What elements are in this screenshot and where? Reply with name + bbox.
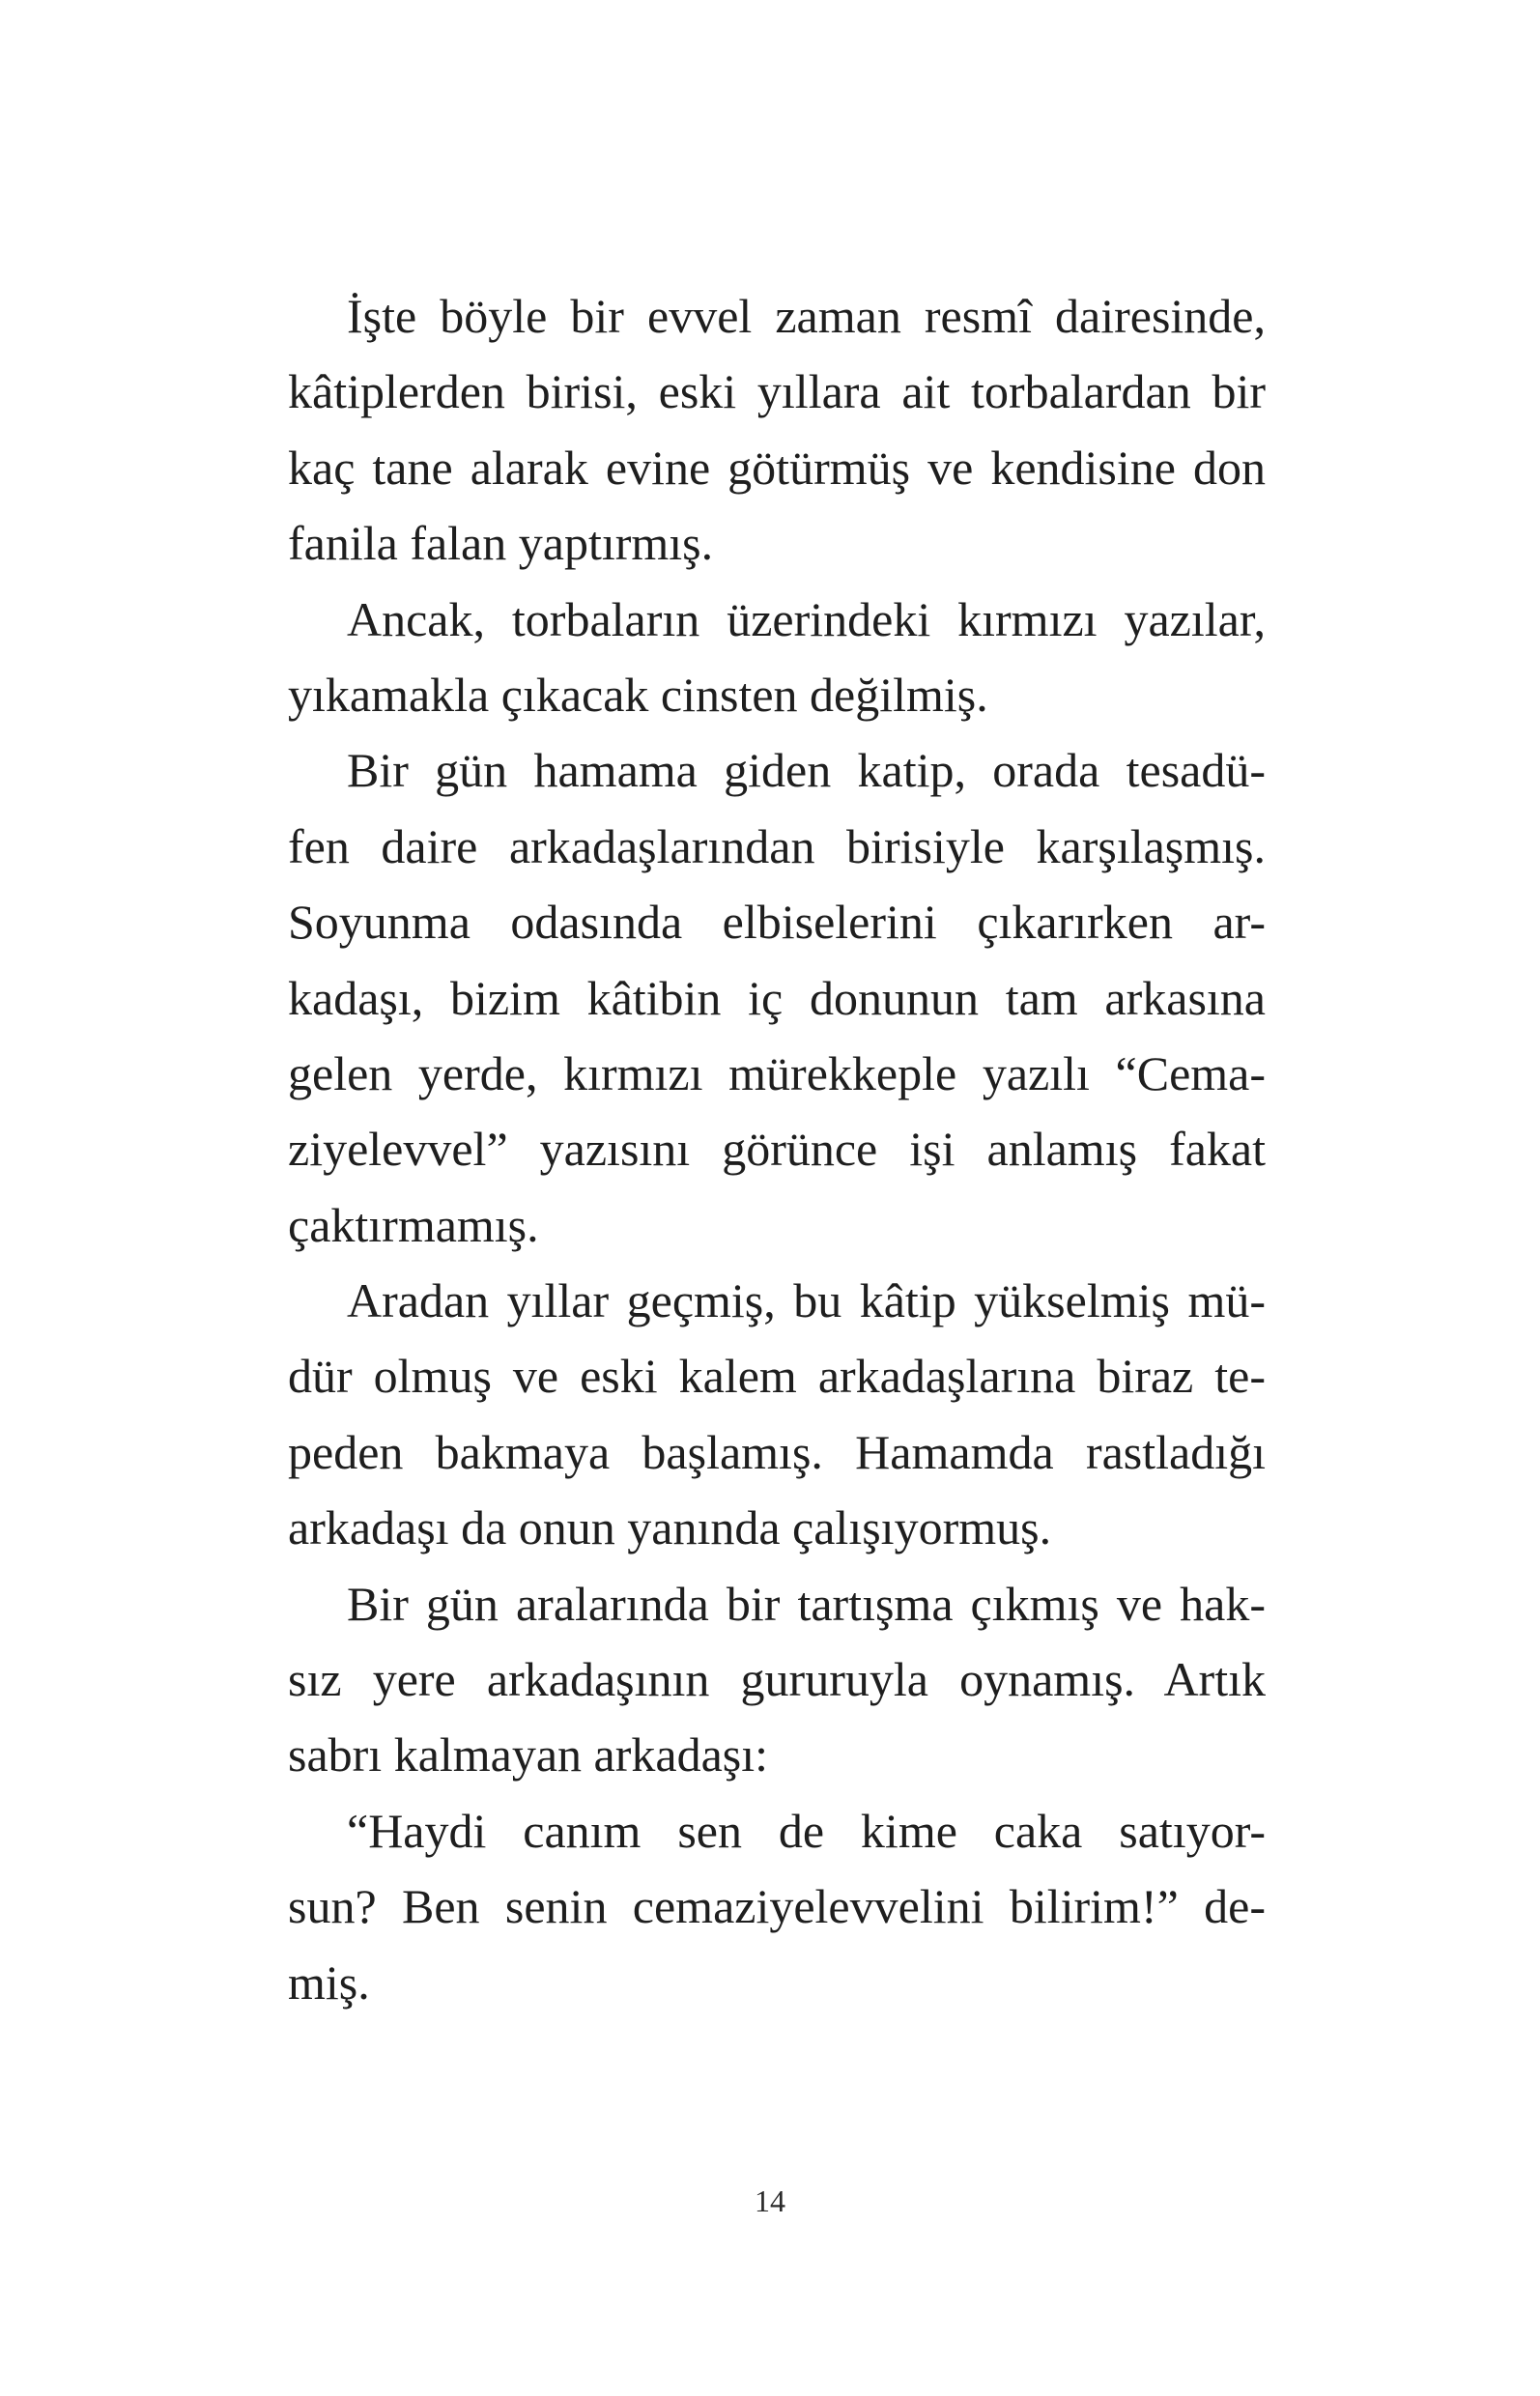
body-text: [288, 278, 1266, 2020]
text-line: fanila falan yaptırmış.: [288, 516, 714, 571]
text-line: çaktırmamış.: [288, 1197, 539, 1252]
text-line: İşte böyle bir evvel zaman resmî dairesinde,: [347, 289, 1266, 343]
text-line: peden bakmaya başlamış. Hamamda rastladığı: [288, 1424, 1266, 1479]
paragraph: [288, 1263, 1266, 1566]
text-line: sun? Ben senin cemaziyelevvelini bilirim!” de-: [288, 1879, 1266, 1934]
text-line: Bir gün aralarında bir tartışma çıkmış ve hak-: [347, 1576, 1266, 1631]
text-line: Soyunma odasında elbiselerini çıkarırken ar-: [288, 895, 1266, 950]
text-line: dür olmuş ve eski kalem arkadaşlarına biraz te-: [288, 1349, 1266, 1404]
paragraph: [288, 732, 1266, 1263]
paragraph: [288, 278, 1266, 582]
text-line: kadaşı, bizim kâtibin iç donunun tam arkasına: [288, 970, 1266, 1025]
text-line: sabrı kalmayan arkadaşı:: [288, 1727, 769, 1783]
text-line: yıkamakla çıkacak cinsten değilmiş.: [288, 667, 988, 722]
text-line: miş.: [288, 1954, 370, 2010]
text-line: Aradan yıllar geçmiş, bu kâtip yükselmiş mü-: [347, 1273, 1266, 1328]
text-line: arkadaşı da onun yanında çalışıyormuş.: [288, 1500, 1052, 1555]
text-line: sız yere arkadaşının gururuyla oynamış. Artık: [288, 1652, 1266, 1707]
text-line: kaç tane alarak evine götürmüş ve kendisine don: [288, 440, 1266, 495]
text-line: kâtiplerden birisi, eski yıllara ait torbalardan bir: [288, 364, 1266, 419]
paragraph: [288, 1793, 1266, 2020]
text-line: “Haydi canım sen de kime caka satıyor-: [347, 1803, 1266, 1858]
text-line: Ancak, torbaların üzerindeki kırmızı yazılar,: [347, 591, 1266, 646]
text-line: Bir gün hamama giden katip, orada tesadü-: [347, 743, 1266, 798]
text-line: gelen yerde, kırmızı mürekkeple yazılı “Cema-: [288, 1045, 1266, 1100]
text-line: fen daire arkadaşlarından birisiyle karşılaşmış.: [288, 818, 1266, 873]
page-number: 14: [755, 2183, 785, 2218]
paragraph: [288, 582, 1266, 733]
text-line: ziyelevvel” yazısını görünce işi anlamış fakat: [288, 1122, 1266, 1177]
paragraph: [288, 1566, 1266, 1793]
